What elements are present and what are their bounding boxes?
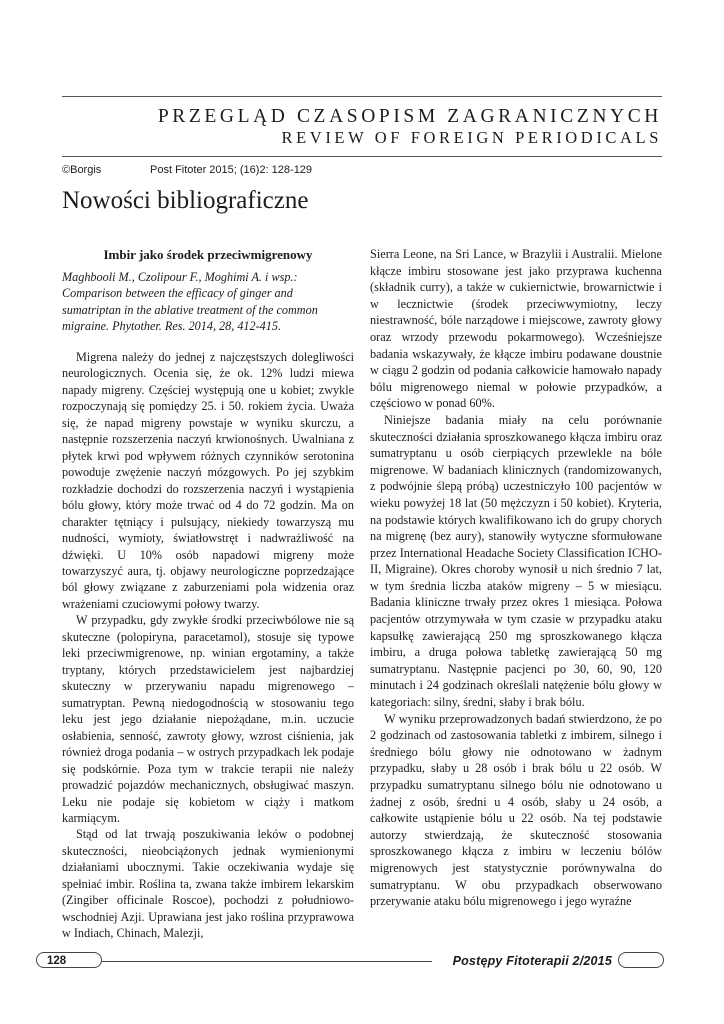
page-title: Nowości bibliograficzne — [62, 187, 309, 214]
paragraph: Stąd od lat trwają poszukiwania leków o podobnej skuteczności, nieobciążonych jednak wymienionymi działaniami ubocznymi. Takie oczekiwania wydaje się spełniać imbir. Roślina ta, zwana także imbirem lekarskim (Zingiber officinale Roscoe), pochodzi z południowo-wschodniej Azji. Uprawiana jest jako roślina przyprawowa w Indiach, Chinach, Malezji, — [62, 827, 354, 941]
footer-rule — [102, 961, 432, 962]
journal-name: Postępy Fitoterapii 2/2015 — [452, 954, 612, 968]
paragraph: W przypadku, gdy zwykłe środki przeciwbólowe nie są skuteczne (polopiryna, paracetamol), stosuje się typowe leki przeciwmigrenowe, np. winian ergotaminy, a także tryptany, których przedstawicielem jest najbardziej skuteczny w przerywaniu napadu migrenowego – sumatryptan. Pewną niedogodnością w stosowaniu tego leku jest jego działanie niepożądane, m.in. uczucie osłabienia, senność, zawroty głowy, wzrost ciśnienia, jak również droga podania – w ostrych przypadkach lek podaje się podskórnie. Poza tym w trakcie terapii nie należy prowadzić pojazdów mechanicznych, obsługiwać maszyn. Leku nie podaje się kobietom w ciąży i matkom karmiącym. — [62, 613, 354, 825]
header-top-rule — [62, 96, 662, 97]
footer-ornament — [618, 952, 664, 968]
left-column — [62, 246, 354, 942]
page-footer — [36, 952, 664, 970]
paragraph: W wyniku przeprowadzonych badań stwierdzono, że po 2 godzinach od zastosowania tabletki z imbirem, silnego i średniego bólu głowy nie odnotowano w żadnym przypadku, słaby u 28 osób i brak bólu u 22 osób. W przypadku sumatryptanu silnego bólu nie odnotowano u żadnej z osób, średni u 4 osób, słaby u 24 osób, a całkowite ustąpienie bólu u 22 osób. Na tej podstawie autorzy stwierdzają, że skuteczność stosowania sproszkowanego kłącza z imbiru w leczeniu bólów migrenowych jest statystycznie porównywalna do sumatryptanu. W obu przypadkach obserwowano przerywanie ataku bólu migrenowego i jego wyraźne — [370, 711, 662, 909]
paragraph: Migrena należy do jednej z najczęstszych dolegliwości neurologicznych. Ocenia się, że ok. 12% ludzi miewa napady migreny. Częściej występują one u kobiet; zwykle rozpoczynają się pomiędzy 25. i 50. rokiem życia. Uważa się, że napad migreny powstaje w wyniku skurczu, a następnie rozszerzenia naczyń krwionośnych. Uwalniana z płytek krwi pod wpływem różnych czynników serotonina powoduje zwężenie naczyń mózgowych. Po jej szybkim rozkładzie dochodzi do rozszerzenia naczyń i wystąpienia bólu głowy, który może trwać od 4 do 72 godzin. Ma on charakter tętniący i pulsujący, niekiedy towarzyszą mu nudności, wymioty, światłowstręt i nadwrażliwość na dźwięki. U 10% osób napadowi migreny może towarzyszyć aura, tj. objawy neurologiczne poprzedzające ból głowy związane z zaburzeniami pola widzenia oraz wrażeniami czuciowymi połowy twarzy. — [62, 349, 354, 611]
paragraph: Niniejsze badania miały na celu porównanie skuteczności działania sproszkowanego kłącza imbiru oraz sumatryptanu u osób cierpiących przewlekle na bóle migrenowe. W badaniach klinicznych (randomizowanych, z podwójnie ślepą próbą) uczestniczyło 100 pacjentów w wieku powyżej 18 lat (50 mężczyzn i 50 kobiet). Kryteria, na podstawie których kwalifikowano ich do grupy chorych na migrenę (bez aury), stanowiły wytyczne sformułowane przez International Headache Society Classification ICHO-II, Migraine). Okres choroby wynosił u nich średnio 7 lat, w tym średnia liczba ataków migreny – 5 w miesiącu. Badania kliniczne trwały przez okres 1 miesiąca. Połowa pacjentów otrzymywała w tym czasie w przypadku ataku kapsułkę zawierającą 250 mg sproszkowanego kłącza imbiru, a druga połowa tabletkę zawierającą 50 mg sumatryptanu. Następnie pacjenci po 30, 60, 90, 120 minutach i 24 godzinach określali natężenie bólu głowy w kategoriach: silny, średni, słaby i brak bólu. — [370, 412, 662, 710]
header-bottom-rule — [62, 156, 662, 157]
page-number: 128 — [36, 952, 102, 968]
article-title: Imbir jako środek przeciwmigrenowy — [103, 247, 313, 262]
section-title-polish: PRZEGLĄD CZASOPISM ZAGRANICZNYCH — [157, 106, 662, 127]
paragraph: Sierra Leone, na Sri Lance, w Brazylii i Australii. Mielone kłącze imbiru stosowane jest jako przyprawa kuchenna (składnik curry), a także w cukiernictwie, browarnictwie i w lecznictwie (środek przeciwwymiotny, leczy niestrawność, bóle narządowe i miejscowe, zawroty głowy oraz wrzody przewodu pokarmowego). Wcześniejsze badania wskazywały, że kłącze imbiru podawane doustnie w ciągu 2 godzin od podania całkowicie hamowało napady bólu migrenowego niemal w połowie przypadków, a częściowo w ponad 60%. — [370, 247, 662, 411]
section-title-english: REVIEW OF FOREIGN PERIODICALS — [281, 128, 662, 147]
publisher-mark: ©Borgis — [62, 164, 102, 176]
journal-citation: Post Fitoter 2015; (16)2: 128-129 — [150, 164, 313, 176]
article-reference: Maghbooli M., Czolipour F., Moghimi A. i wsp.: Comparison between the efficacy of ginger and sumatriptan in the ablative treatment of the common migraine. Phytother. Res. 2014, 28, 412-415. — [62, 270, 318, 334]
right-column — [370, 246, 662, 910]
